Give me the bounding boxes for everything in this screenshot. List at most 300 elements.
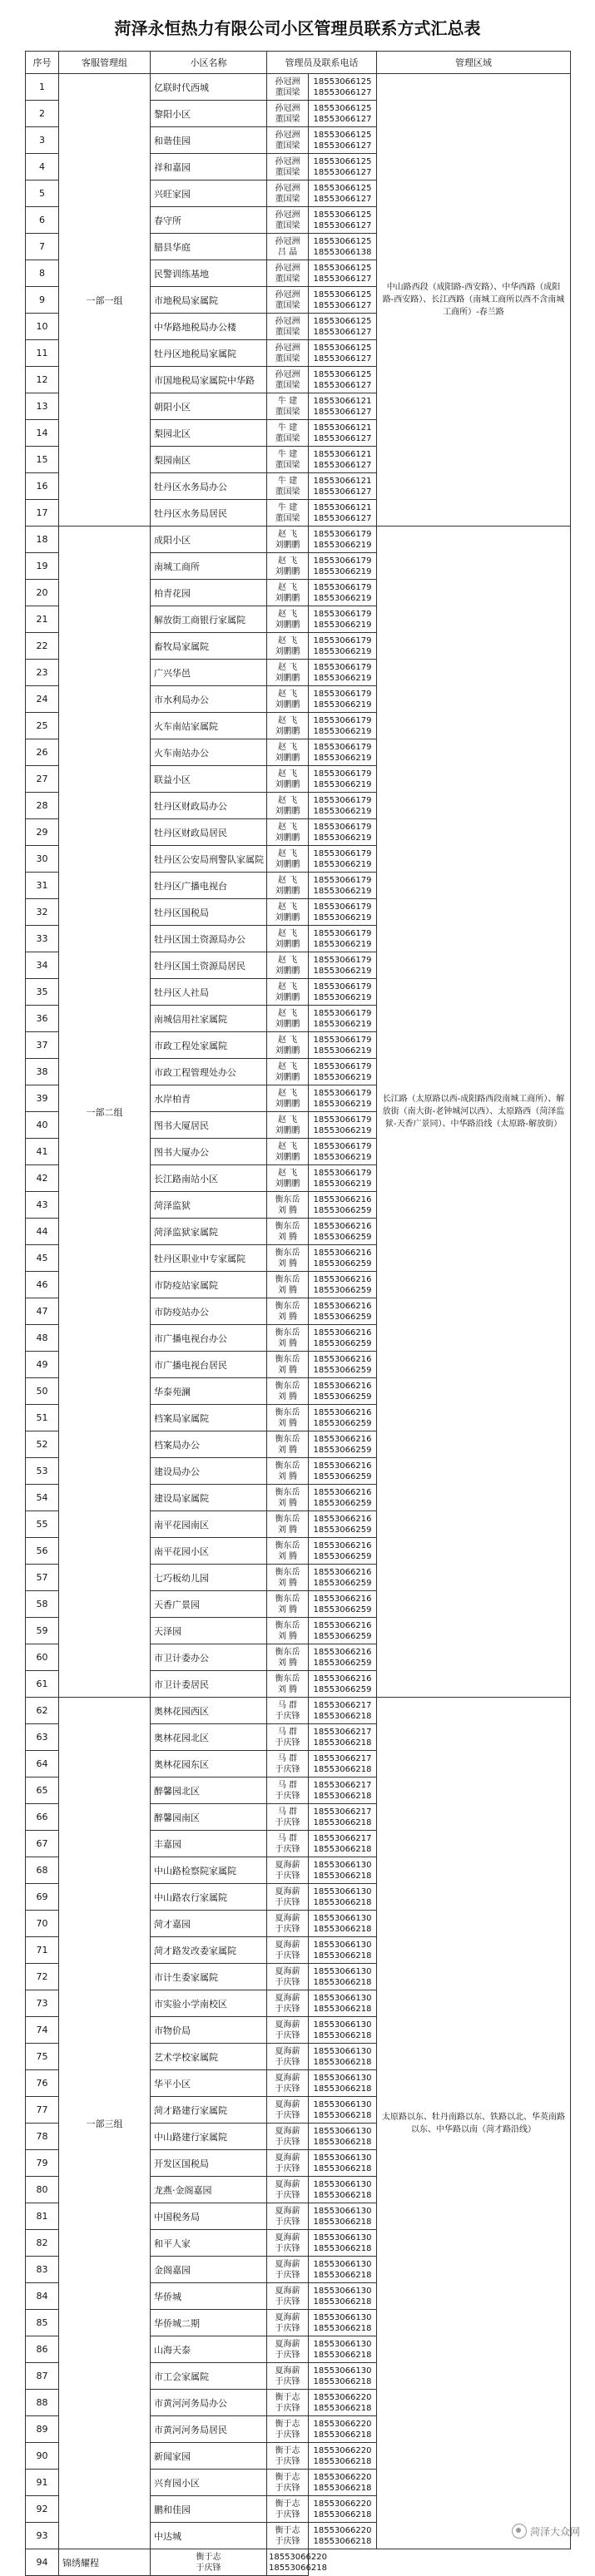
row-index: 90	[26, 2443, 59, 2470]
phone-number[interactable]: 18553066216	[313, 1487, 372, 1497]
phone-number[interactable]: 18553066217	[313, 1753, 372, 1763]
manager-name: 刘鹏鹏	[275, 673, 300, 683]
phone-cell	[309, 287, 377, 314]
phone-number[interactable]: 18553066219	[313, 966, 372, 976]
phone-number[interactable]: 18553066218	[313, 2030, 372, 2040]
manager-name: 于庆锋	[275, 2163, 300, 2173]
phone-number[interactable]: 18553066218	[313, 2509, 372, 2519]
phone-number[interactable]: 18553066216	[313, 1540, 372, 1550]
phone-number[interactable]: 18553066219	[313, 1072, 372, 1082]
group-cell: 一部二组	[59, 527, 151, 1698]
phone-number[interactable]: 18553066220	[313, 2525, 372, 2535]
manager-cell	[267, 1538, 309, 1565]
phone-number[interactable]: 18553066125	[313, 183, 372, 193]
phone-number[interactable]: 18553066259	[313, 1684, 372, 1694]
community-name: 市工会家属院	[151, 2363, 267, 2390]
phone-number[interactable]: 18553066179	[313, 955, 372, 965]
phone-number[interactable]: 18553066216	[313, 1248, 372, 1258]
phone-number[interactable]: 18553066218	[313, 1924, 372, 1934]
phone-number[interactable]: 18553066127	[313, 407, 372, 417]
phone-number[interactable]: 18553066218	[313, 2163, 372, 2173]
phone-number[interactable]: 18553066216	[313, 1274, 372, 1284]
phone-number[interactable]: 18553066259	[313, 1205, 372, 1215]
phone-number[interactable]: 18553066179	[313, 875, 372, 885]
phone-number[interactable]: 18553066125	[313, 77, 372, 87]
phone-number[interactable]: 18553066216	[313, 1301, 372, 1311]
phone-number[interactable]: 18553066125	[313, 263, 372, 273]
manager-name: 刘 腾	[277, 1258, 298, 1268]
phone-number[interactable]: 18553066259	[313, 1258, 372, 1268]
phone-number[interactable]: 18553066219	[313, 620, 372, 630]
phone-cell	[309, 2070, 377, 2097]
phone-number[interactable]: 18553066127	[313, 141, 372, 151]
phone-cell	[309, 234, 377, 260]
manager-name: 孙冠洲	[275, 103, 300, 113]
phone-number[interactable]: 18553066219	[313, 540, 372, 550]
phone-number[interactable]: 18553066259	[313, 1232, 372, 1242]
phone-number[interactable]: 18553066130	[313, 2179, 372, 2189]
phone-number[interactable]: 18553066218	[313, 1817, 372, 1827]
phone-number[interactable]: 18553066217	[313, 1807, 372, 1817]
phone-number[interactable]: 18553066125	[313, 316, 372, 326]
phone-number[interactable]: 18553066218	[313, 2403, 372, 2413]
community-name: 奥林花园北区	[151, 1724, 267, 1751]
phone-number[interactable]: 18553066218	[313, 2243, 372, 2253]
manager-name: 于庆锋	[275, 1817, 300, 1827]
manager-name: 董国梁	[275, 513, 300, 523]
community-name: 市物价局	[151, 2017, 267, 2044]
phone-number[interactable]: 18553066218	[313, 2456, 372, 2466]
phone-number[interactable]: 18553066218	[313, 1711, 372, 1721]
phone-number[interactable]: 18553066219	[313, 1125, 372, 1135]
phone-number[interactable]: 18553066130	[313, 1860, 372, 1870]
phone-number[interactable]: 18553066259	[313, 1471, 372, 1481]
manager-name: 于庆锋	[275, 2110, 300, 2120]
phone-number[interactable]: 18553066218	[313, 2084, 372, 2094]
phone-number[interactable]: 18553066125	[313, 343, 372, 353]
phone-number[interactable]: 18553066220	[313, 2445, 372, 2455]
community-name: 醉馨园南区	[151, 1804, 267, 1831]
phone-number[interactable]: 18553066219	[313, 673, 372, 683]
phone-number[interactable]: 18553066218	[313, 1764, 372, 1774]
phone-cell	[309, 1724, 377, 1751]
phone-number[interactable]: 18553066219	[313, 1179, 372, 1189]
phone-number[interactable]: 18553066216	[313, 1567, 372, 1577]
phone-number[interactable]: 18553066179	[313, 1035, 372, 1045]
phone-number[interactable]: 18553066259	[313, 1445, 372, 1455]
phone-number[interactable]: 18553066130	[313, 2312, 372, 2322]
phone-number[interactable]: 18553066125	[313, 103, 372, 113]
phone-cell	[309, 207, 377, 234]
phone-number[interactable]: 18553066179	[313, 795, 372, 805]
phone-number[interactable]: 18553066216	[313, 1221, 372, 1231]
phone-number[interactable]: 18553066259	[313, 1525, 372, 1535]
manager-name: 衡东岳	[275, 1647, 300, 1657]
phone-number[interactable]: 18553066218	[313, 1951, 372, 1960]
phone-number[interactable]: 18553066218	[313, 2110, 372, 2120]
manager-cell	[267, 766, 309, 793]
phone-cell	[309, 500, 377, 527]
phone-number[interactable]: 18553066218	[313, 2483, 372, 2493]
phone-number[interactable]: 18553066218	[313, 2350, 372, 2360]
phone-number[interactable]: 18553066216	[313, 1461, 372, 1471]
phone-number[interactable]: 18553066217	[313, 1700, 372, 1710]
row-index: 74	[26, 2017, 59, 2044]
manager-name: 于庆锋	[275, 2350, 300, 2360]
phone-cell	[309, 2496, 377, 2523]
phone-number[interactable]: 18553066218	[313, 2430, 372, 2440]
manager-cell	[267, 1059, 309, 1085]
phone-number[interactable]: 18553066216	[313, 1194, 372, 1204]
phone-number[interactable]: 18553066130	[313, 2259, 372, 2269]
manager-name: 刘 腾	[277, 1392, 298, 1402]
phone-number[interactable]: 18553066179	[313, 1008, 372, 1018]
phone-number[interactable]: 18553066179	[313, 582, 372, 592]
phone-number[interactable]: 18553066130	[313, 2366, 372, 2376]
phone-number[interactable]: 18553066127	[313, 194, 372, 204]
community-name: 牡丹区人社局	[151, 979, 267, 1006]
manager-name: 马 群	[277, 1780, 298, 1790]
phone-number[interactable]: 18553066130	[313, 2126, 372, 2136]
phone-number[interactable]: 18553066216	[313, 1434, 372, 1444]
row-index: 75	[26, 2044, 59, 2070]
phone-number[interactable]: 18553066218	[313, 2270, 372, 2280]
row-index: 4	[26, 154, 59, 180]
phone-number[interactable]: 18553066219	[313, 992, 372, 1002]
phone-number[interactable]: 18553066218	[313, 1844, 372, 1854]
manager-name: 刘 腾	[277, 1205, 298, 1215]
manager-name: 董国梁	[275, 220, 300, 230]
phone-number[interactable]: 18553066130	[313, 1993, 372, 2003]
manager-cell	[267, 1937, 309, 1964]
phone-number[interactable]: 18553066219	[313, 886, 372, 896]
phone-cell	[309, 2124, 377, 2150]
phone-number[interactable]: 18553066218	[269, 2563, 327, 2573]
phone-number[interactable]: 18553066179	[313, 742, 372, 752]
phone-number[interactable]: 18553066220	[313, 2499, 372, 2509]
manager-name: 于庆锋	[275, 2509, 300, 2519]
phone-number[interactable]: 18553066216	[313, 1674, 372, 1684]
manager-name: 赵 飞	[277, 1141, 298, 1151]
manager-cell	[267, 952, 309, 979]
phone-cell	[309, 1777, 377, 1804]
phone-number[interactable]: 18553066218	[313, 2057, 372, 2067]
manager-cell	[267, 1698, 309, 1724]
phone-number[interactable]: 18553066179	[313, 902, 372, 912]
phone-cell	[309, 1219, 377, 1245]
phone-number[interactable]: 18553066179	[313, 822, 372, 832]
manager-cell	[267, 1405, 309, 1431]
phone-number[interactable]: 18553066179	[313, 689, 372, 699]
phone-number[interactable]: 18553066219	[313, 726, 372, 736]
phone-number[interactable]: 18553066219	[313, 779, 372, 789]
phone-number[interactable]: 18553066179	[313, 981, 372, 991]
phone-number[interactable]: 18553066127	[313, 114, 372, 124]
phone-number[interactable]: 18553066216	[313, 1594, 372, 1604]
phone-number[interactable]: 18553066179	[313, 769, 372, 779]
manager-name: 赵 飞	[277, 1061, 298, 1071]
phone-number[interactable]: 18553066121	[313, 449, 372, 459]
phone-number[interactable]: 18553066127	[313, 327, 372, 337]
phone-number[interactable]: 18553066125	[313, 369, 372, 379]
phone-number[interactable]: 18553066218	[313, 2190, 372, 2200]
row-index: 79	[26, 2150, 59, 2177]
phone-number[interactable]: 18553066130	[313, 2099, 372, 2109]
phone-number[interactable]: 18553066138	[313, 247, 372, 257]
phone-number[interactable]: 18553066219	[313, 1046, 372, 1056]
phone-number[interactable]: 18553066219	[313, 1099, 372, 1109]
phone-cell	[309, 819, 377, 846]
phone-number[interactable]: 18553066179	[313, 556, 372, 566]
community-name: 兴育园小区	[151, 2470, 267, 2496]
phone-cell	[309, 2097, 377, 2124]
phone-number[interactable]: 18553066216	[313, 1407, 372, 1417]
manager-name: 刘鹏鹏	[275, 1099, 300, 1109]
phone-number[interactable]: 18553066259	[313, 1578, 372, 1588]
phone-number[interactable]: 18553066130	[313, 1966, 372, 1976]
phone-number[interactable]: 18553066259	[313, 1604, 372, 1614]
manager-name: 孙冠洲	[275, 316, 300, 326]
phone-cell	[309, 1405, 377, 1431]
phone-number[interactable]: 18553066219	[313, 646, 372, 656]
phone-number[interactable]: 18553066219	[313, 833, 372, 843]
phone-number[interactable]: 18553066218	[313, 2004, 372, 2014]
row-index: 65	[26, 1777, 59, 1804]
phone-number[interactable]: 18553066218	[313, 2376, 372, 2386]
phone-number[interactable]: 18553066127	[313, 487, 372, 497]
phone-number[interactable]: 18553066121	[313, 502, 372, 512]
phone-number[interactable]: 18553066179	[313, 715, 372, 725]
phone-number[interactable]: 18553066127	[313, 167, 372, 177]
contact-table	[25, 51, 571, 2576]
row-index: 88	[26, 2390, 59, 2416]
phone-number[interactable]: 18553066259	[313, 1365, 372, 1375]
phone-number[interactable]: 18553066259	[313, 1551, 372, 1561]
phone-number[interactable]: 18553066218	[313, 1871, 372, 1881]
manager-name: 刘鹏鹏	[275, 1072, 300, 1082]
phone-number[interactable]: 18553066259	[313, 1312, 372, 1322]
manager-cell	[267, 2390, 309, 2416]
phone-number[interactable]: 18553066259	[313, 1498, 372, 1508]
phone-number[interactable]: 18553066125	[313, 210, 372, 220]
manager-name: 衡东岳	[275, 1301, 300, 1311]
phone-number[interactable]: 18553066259	[313, 1285, 372, 1295]
phone-number[interactable]: 18553066219	[313, 753, 372, 763]
phone-number[interactable]: 18553066127	[313, 300, 372, 310]
phone-cell	[309, 1618, 377, 1644]
phone-number[interactable]: 18553066259	[313, 1338, 372, 1348]
community-name: 梨园北区	[151, 420, 267, 447]
community-name: 建设局家属院	[151, 1485, 267, 1511]
manager-name: 赵 飞	[277, 556, 298, 566]
phone-cell	[309, 2336, 377, 2363]
community-name: 牡丹区水务局办公	[151, 473, 267, 500]
phone-number[interactable]: 18553066216	[313, 1328, 372, 1337]
phone-number[interactable]: 18553066216	[313, 1620, 372, 1630]
phone-number[interactable]: 18553066219	[313, 806, 372, 816]
manager-name: 刘鹏鹏	[275, 939, 300, 949]
manager-name: 刘鹏鹏	[275, 566, 300, 576]
manager-cell	[267, 74, 309, 101]
phone-number[interactable]: 18553066216	[313, 1354, 372, 1364]
phone-number[interactable]: 18553066130	[313, 1913, 372, 1923]
phone-number[interactable]: 18553066219	[313, 1019, 372, 1029]
phone-number[interactable]: 18553066130	[313, 2020, 372, 2030]
community-name: 柏青花园	[151, 580, 267, 606]
phone-number[interactable]: 18553066125	[313, 236, 372, 246]
phone-number[interactable]: 18553066127	[313, 433, 372, 443]
phone-number[interactable]: 18553066179	[313, 1115, 372, 1125]
row-index: 62	[26, 1698, 59, 1724]
row-index: 51	[26, 1405, 59, 1431]
phone-number[interactable]: 18553066218	[313, 1897, 372, 1907]
manager-name: 衡东岳	[275, 1407, 300, 1417]
phone-number[interactable]: 18553066220	[313, 2419, 372, 2429]
manager-cell	[267, 739, 309, 766]
phone-number[interactable]: 18553066127	[313, 220, 372, 230]
phone-number[interactable]: 18553066127	[313, 460, 372, 470]
phone-number[interactable]: 18553066130	[313, 1940, 372, 1950]
phone-number[interactable]: 18553066218	[313, 1791, 372, 1801]
phone-number[interactable]: 18553066219	[313, 700, 372, 710]
phone-number[interactable]: 18553066217	[313, 1780, 372, 1790]
phone-number[interactable]: 18553066218	[313, 2217, 372, 2227]
phone-number[interactable]: 18553066130	[313, 2232, 372, 2242]
phone-number[interactable]: 18553066179	[313, 928, 372, 938]
phone-number[interactable]: 18553066179	[313, 609, 372, 619]
phone-number[interactable]: 18553066220	[269, 2552, 327, 2562]
phone-number[interactable]: 18553066121	[313, 476, 372, 486]
manager-name: 衡东岳	[275, 1434, 300, 1444]
phone-number[interactable]: 18553066179	[313, 635, 372, 645]
phone-number[interactable]: 18553066217	[313, 1727, 372, 1737]
community-name: 火车南站家属院	[151, 713, 267, 739]
phone-number[interactable]: 18553066219	[313, 566, 372, 576]
phone-number[interactable]: 18553066218	[313, 2536, 372, 2546]
manager-name: 赵 飞	[277, 981, 298, 991]
phone-number[interactable]: 18553066218	[313, 2323, 372, 2333]
phone-number[interactable]: 18553066219	[313, 1152, 372, 1162]
community-name: 黎阳小区	[151, 101, 267, 127]
phone-number[interactable]: 18553066219	[313, 593, 372, 603]
phone-number[interactable]: 18553066130	[313, 1886, 372, 1896]
phone-number[interactable]: 18553066218	[313, 2137, 372, 2147]
phone-number[interactable]: 18553066219	[313, 912, 372, 922]
manager-name: 孙冠洲	[275, 183, 300, 193]
phone-number[interactable]: 18553066179	[313, 848, 372, 858]
phone-number[interactable]: 18553066218	[313, 1977, 372, 1987]
row-index: 35	[26, 979, 59, 1006]
row-index: 94	[26, 2549, 59, 2576]
table-row	[26, 1698, 571, 1724]
manager-cell	[267, 101, 309, 127]
phone-number[interactable]: 18553066259	[313, 1658, 372, 1668]
manager-cell	[267, 1112, 309, 1139]
phone-cell	[309, 1911, 377, 1937]
phone-number[interactable]: 18553066217	[313, 1833, 372, 1843]
manager-name: 刘 腾	[277, 1285, 298, 1295]
phone-cell	[309, 739, 377, 766]
phone-cell	[309, 899, 377, 926]
phone-number[interactable]: 18553066125	[313, 156, 372, 166]
row-index: 31	[26, 873, 59, 899]
phone-number[interactable]: 18553066125	[313, 289, 372, 299]
row-index: 58	[26, 1591, 59, 1618]
phone-number[interactable]: 18553066216	[313, 1514, 372, 1524]
manager-cell	[267, 207, 309, 234]
phone-number[interactable]: 18553066121	[313, 396, 372, 406]
row-index: 8	[26, 260, 59, 287]
phone-number[interactable]: 18553066220	[313, 2392, 372, 2402]
phone-number[interactable]: 18553066127	[313, 87, 372, 97]
community-name: 亿联时代西城	[151, 74, 267, 101]
phone-number[interactable]: 18553066130	[313, 2153, 372, 2163]
community-name: 艺术学校家属院	[151, 2044, 267, 2070]
phone-number[interactable]: 18553066219	[313, 859, 372, 869]
row-index: 57	[26, 1565, 59, 1591]
phone-number[interactable]: 18553066179	[313, 1168, 372, 1178]
phone-number[interactable]: 18553066127	[313, 513, 372, 523]
manager-name: 刘 腾	[277, 1631, 298, 1641]
community-name: 鹏和佳园	[151, 2496, 267, 2523]
manager-cell	[267, 1272, 309, 1298]
manager-name: 赵 飞	[277, 662, 298, 672]
phone-number[interactable]: 18553066130	[313, 2339, 372, 2349]
manager-name: 于庆锋	[275, 2217, 300, 2227]
phone-number[interactable]: 18553066125	[313, 130, 372, 140]
phone-number[interactable]: 18553066219	[313, 939, 372, 949]
phone-cell	[309, 1698, 377, 1724]
phone-number[interactable]: 18553066179	[313, 662, 372, 672]
phone-number[interactable]: 18553066220	[313, 2472, 372, 2482]
manager-name: 夏海薪	[275, 2179, 300, 2189]
phone-cell	[309, 952, 377, 979]
phone-number[interactable]: 18553066130	[313, 2073, 372, 2083]
phone-number[interactable]: 18553066127	[313, 354, 372, 363]
phone-number[interactable]: 18553066130	[313, 2046, 372, 2056]
community-name: 市防疫站办公	[151, 1298, 267, 1325]
phone-cell	[309, 1485, 377, 1511]
phone-number[interactable]: 18553066179	[313, 529, 372, 539]
manager-cell	[267, 473, 309, 500]
phone-number[interactable]: 18553066216	[313, 1647, 372, 1657]
phone-number[interactable]: 18553066127	[313, 274, 372, 284]
phone-number[interactable]: 18553066130	[313, 2206, 372, 2216]
manager-name: 于庆锋	[275, 2004, 300, 2014]
phone-number[interactable]: 18553066218	[313, 1738, 372, 1748]
community-name: 丰嘉园	[151, 1831, 267, 1857]
phone-cell	[309, 1751, 377, 1777]
manager-name: 于庆锋	[275, 2190, 300, 2200]
phone-number[interactable]: 18553066179	[313, 1061, 372, 1071]
community-name: 新闻家园	[151, 2443, 267, 2470]
phone-number[interactable]: 18553066130	[313, 2286, 372, 2296]
manager-name: 马 群	[277, 1807, 298, 1817]
manager-cell	[267, 1990, 309, 2017]
row-index: 36	[26, 1006, 59, 1032]
phone-number[interactable]: 18553066179	[313, 1141, 372, 1151]
phone-number[interactable]: 18553066121	[313, 423, 372, 433]
phone-number[interactable]: 18553066259	[313, 1631, 372, 1641]
phone-number[interactable]: 18553066259	[313, 1418, 372, 1428]
manager-name: 刘 腾	[277, 1471, 298, 1481]
manager-name: 牛 建	[277, 476, 298, 486]
phone-number[interactable]: 18553066179	[313, 1088, 372, 1098]
phone-number[interactable]: 18553066216	[313, 1381, 372, 1391]
phone-number[interactable]: 18553066259	[313, 1392, 372, 1402]
phone-number[interactable]: 18553066127	[313, 380, 372, 390]
phone-number[interactable]: 18553066218	[313, 2297, 372, 2307]
